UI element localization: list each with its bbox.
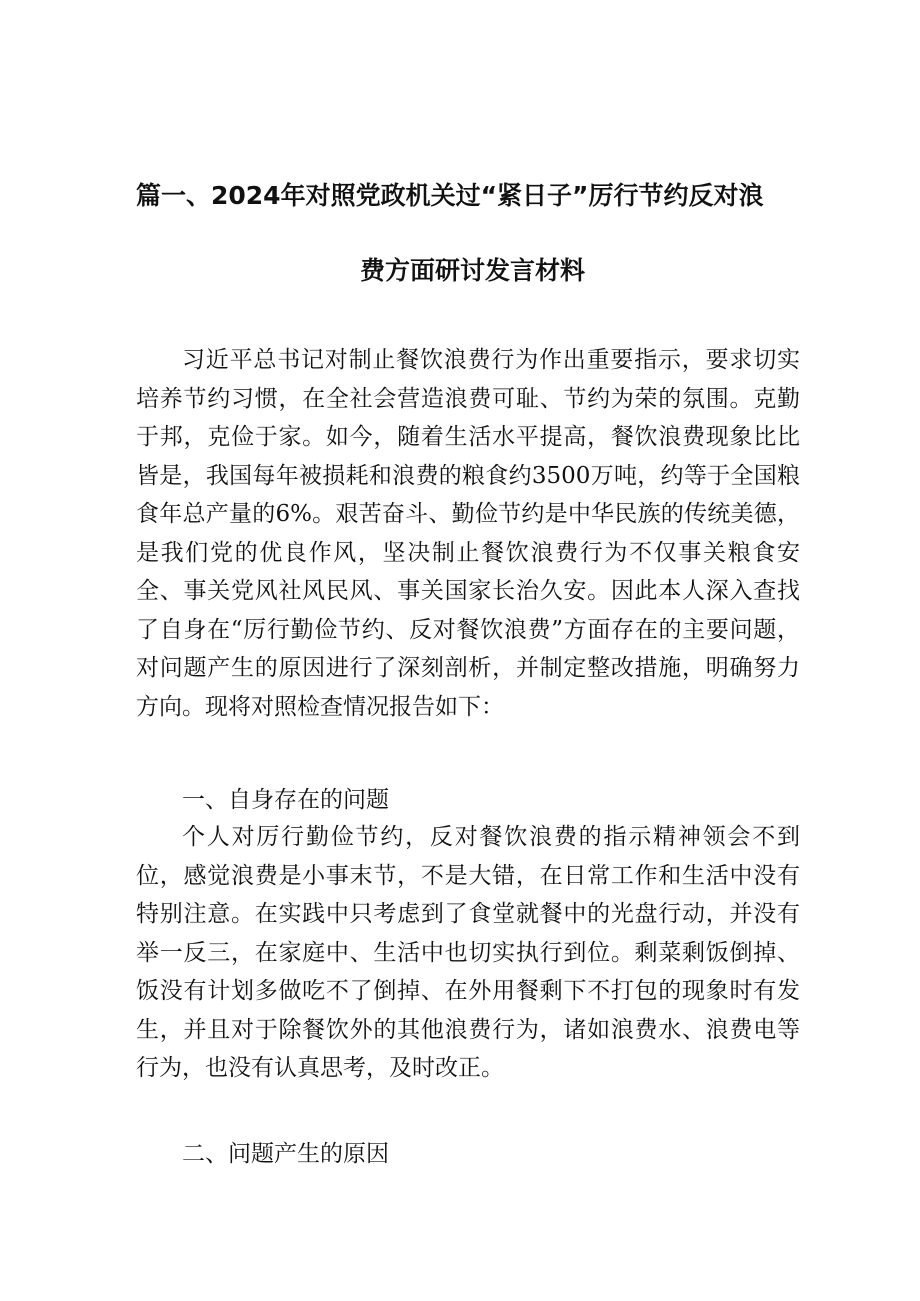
intro-paragraph: 习近平总书记对制止餐饮浪费行为作出重要指示，要求切实培养节约习惯，在全社会营造浪费可耻、节约为荣的氛围。克勤于邦，克俭于家。如今，随着生活水平提高，餐饮浪费现象比比皆是，我国每年被损耗和浪费的粮食约3500万吨，约等于全国粮食年总产量的6%。艰苦奋斗、勤俭节约是中华民族的传统美德，是我们党的优良作风，坚决制止餐饮浪费行为不仅事关粮食安全、事关党风社风民风、事关国家长治久安。因此本人深入查找了自身在“厉行勤俭节约、反对餐饮浪费”方面存在的主要问题，对问题产生的原因进行了深刻剖析，并制定整改措施，明确努力方向。现将对照检查情况报告如下： [136, 347, 800, 720]
section-heading-causes: 二、问题产生的原因 [182, 1141, 389, 1167]
section-heading-problems: 一、自身存在的问题 [182, 787, 389, 813]
document-title-line-1: 篇一、2024年对照党政机关过“紧日子”厉行节约反对浪 [136, 181, 764, 210]
problems-paragraph: 个人对厉行勤俭节约，反对餐饮浪费的指示精神领会不到位，感觉浪费是小事末节，不是大错，在日常工作和生活中没有特别注意。在实践中只考虑到了食堂就餐中的光盘行动，并没有举一反三，在家庭中、生活中也切实执行到位。剩菜剩饭倒掉、饭没有计划多做吃不了倒掉、在外用餐剩下不打包的现象时有发生，并且对于除餐饮外的其他浪费行为，诸如浪费水、浪费电等行为，也没有认真思考，及时改正。 [136, 824, 800, 1081]
document-title-line-2: 费方面研讨发言材料 [360, 256, 586, 285]
